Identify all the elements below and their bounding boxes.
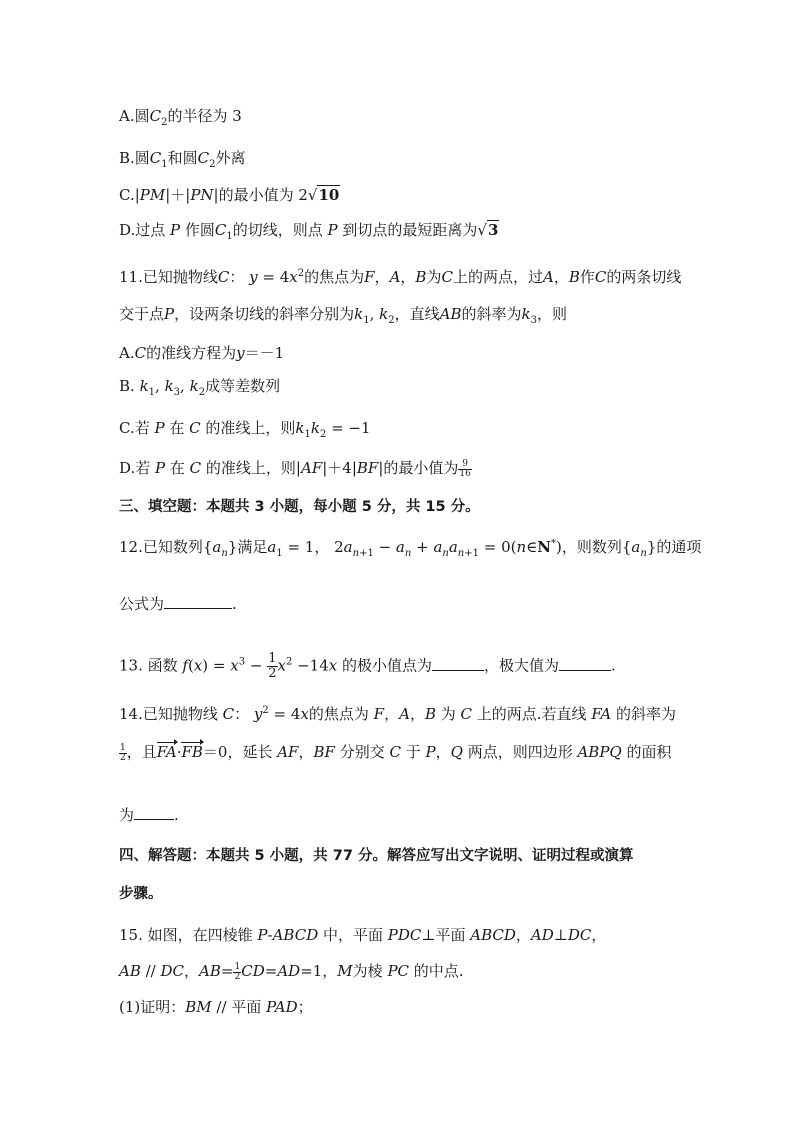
q11-stem-line2: 交于点P，设两条切线的斜率分别为$k_1$, $k_2$，直线AB的斜率为$k_3$，则 xyxy=(119,305,567,326)
q13-line: 13. 函数 $f(x) = x^3$ − $\frac{1}{2}$ $x^2 -14x$ 的极小值点为 ，极大值为 . xyxy=(119,651,616,681)
q14-slope-fraction: $\frac{1}{2}$ xyxy=(120,742,126,763)
q10-option-a: A.圆$C_2$的半径为 3 xyxy=(119,107,242,128)
q14-line1: 14.已知抛物线 C： $y^2 = 4x$的焦点为 F，A，B 为 C 上的两点.若直线 FA 的斜率为 xyxy=(119,705,677,723)
q12-line1: 12.已知数列$\{a_n\}$满足$a_1 = 1$， $2a_{n+1} - a_n + a_na_{n+1}$ = 0(n∈N*)，则数列$\{a_n\}$的通项 xyxy=(119,538,702,559)
q10-option-b: B.圆$C_1$和圆$C_2$外离 xyxy=(119,149,246,170)
q11-option-d: D.若 P 在 C 的准线上，则|AF|＋4|BF|的最小值为 $\frac{9}{16}$ xyxy=(119,458,471,479)
q15-line3: (1)证明：BM // 平面 PAD； xyxy=(119,998,313,1016)
q11-option-c: C.若 P 在 C 的准线上，则$k_1k_2 = -1$ xyxy=(119,419,371,440)
q11-option-b: B. $k_1$, $k_3$, $k_2$成等差数列 xyxy=(119,377,281,398)
q15-line2: AB // DC，AB= $\frac{1}{2}$ CD=AD=1，M为棱 PC 的中点. xyxy=(119,961,464,982)
q12-line2: 公式为 . xyxy=(119,595,237,613)
q15-line1: 15. 如图，在四棱锥 P-ABCD 中，平面 PDC⊥平面 ABCD，AD⊥DC， xyxy=(119,926,607,944)
section-4-heading-line1: 四、解答题：本题共 5 小题，共 77 分。解答应写出文字说明、证明过程或演算 xyxy=(119,848,634,864)
q11-d-fraction: $\frac{9}{16}$ xyxy=(459,458,471,479)
q10-option-c: C.|PM|＋|PN|的最小值为 2√10 xyxy=(119,186,340,204)
q10-option-d: D.过点 P 作圆$C_1$的切线，则点 P 到切点的最短距离为√3 xyxy=(119,221,499,242)
section-4-heading-line2: 步骤。 xyxy=(119,886,163,902)
q14-line3: 为 . xyxy=(119,806,179,824)
q14-line2: $\frac{1}{2}$ ，且FA·FB＝0，延长 AF，BF 分别交 C 于 P，Q 两点，则四边形 ABPQ 的面积 xyxy=(120,742,672,763)
section-3-heading: 三、填空题：本题共 3 小题，每小题 5 分，共 15 分。 xyxy=(119,499,480,515)
q11-stem-line1: 11.已知抛物线C： $y = 4x^2$的焦点为F，A，B为C上的两点，过A，B作C的两条切线 xyxy=(119,268,682,286)
q11-option-a: A.C的准线方程为y＝－1 xyxy=(119,344,285,362)
